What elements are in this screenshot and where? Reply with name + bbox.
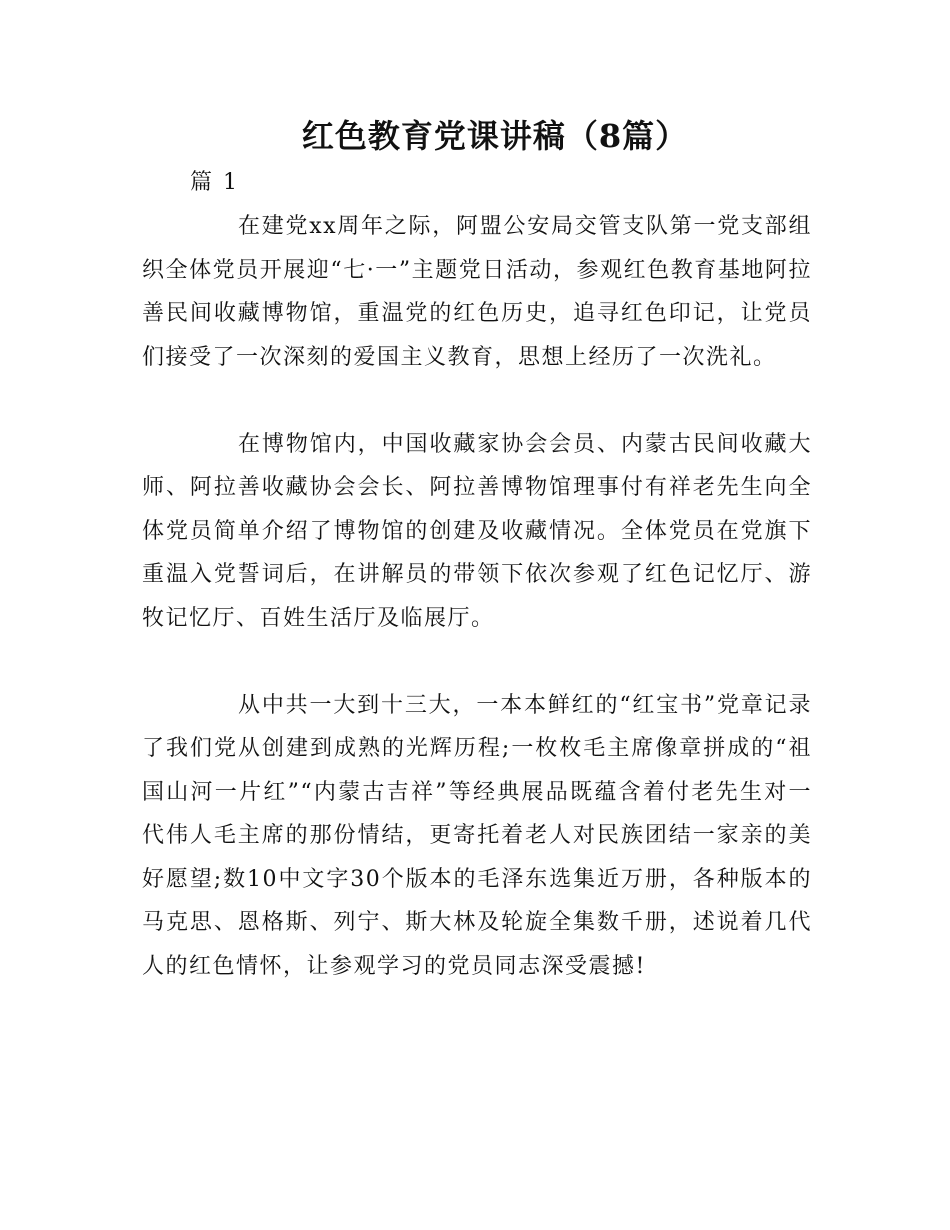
paragraph: 在博物馆内，中国收藏家协会会员、内蒙古民间收藏大师、阿拉善收藏协会会长、阿拉善博物馆理事付有祥老先生向全体党员简单介绍了博物馆的创建及收藏情况。全体党员在党旗下重温入党誓词后，在讲解员的带领下依次参观了红色记忆厅、游牧记忆厅、百姓生活厅及临展厅。 — [142, 431, 812, 631]
document-body — [142, 205, 812, 988]
document-title: 红色教育党课讲稿（8篇） — [301, 117, 689, 155]
paragraph: 从中共一大到十三大，一本本鲜红的“红宝书”党章记录了我们党从创建到成熟的光辉历程;一枚枚毛主席像章拼成的“祖国山河一片红”“内蒙古吉祥”等经典展品既蕴含着付老先生对一代伟人毛主席的那份情结，更寄托着老人对民族团结一家亲的美好愿望;数10中文字30个版本的毛泽东选集近万册，各种版本的马克思、恩格斯、列宁、斯大林及轮旋全集数千册，述说着几代人的红色情怀，让参观学习的党员同志深受震撼! — [142, 692, 812, 979]
section-label: 篇 1 — [190, 170, 239, 195]
paragraph: 在建党xx周年之际，阿盟公安局交管支队第一党支部组织全体党员开展迎“七·一”主题党日活动，参观红色教育基地阿拉善民间收藏博物馆，重温党的红色历史，追寻红色印记，让党员们接受了一次深刻的爱国主义教育，思想上经历了一次洗礼。 — [142, 214, 812, 370]
